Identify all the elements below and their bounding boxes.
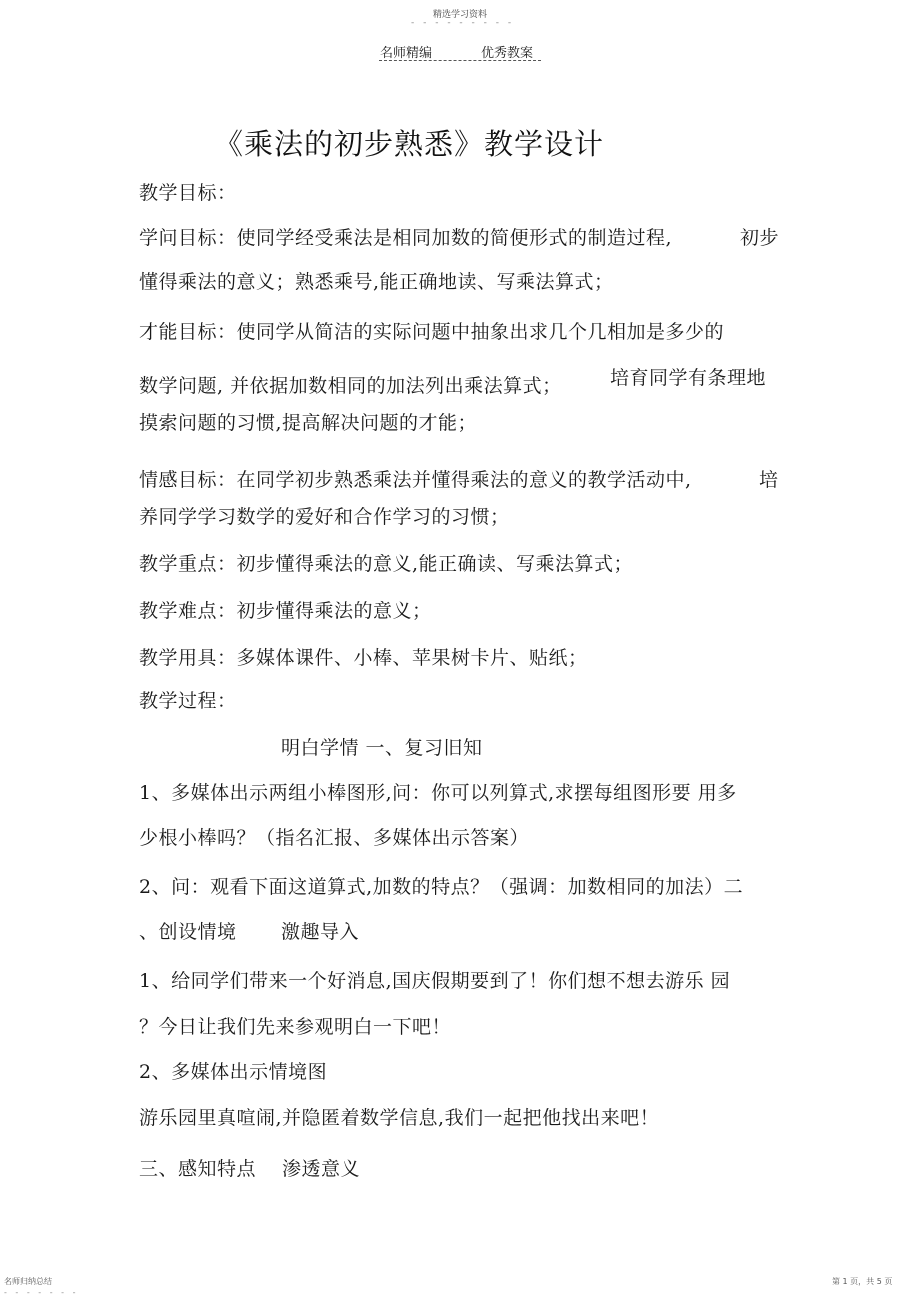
- text-line: ？今日让我们先来参观明白一下吧！: [139, 1016, 452, 1038]
- text-line: 数学问题, 并依据加数相同的加法列出乘法算式；: [139, 375, 562, 397]
- text-line: 才能目标：使同学从简洁的实际问题中抽象出求几个几相加是多少的: [139, 321, 725, 343]
- text-line: 少根小棒吗？（指名汇报、多媒体出示答案）: [139, 827, 530, 849]
- text-line: 教学用具：多媒体课件、小棒、苹果树卡片、贴纸；: [139, 647, 588, 669]
- section-heading: 激趣导入: [281, 921, 360, 943]
- section-heading: 、创设情境: [139, 921, 237, 943]
- text-line: 教学重点：初步懂得乘法的意义,能正确读、写乘法算式；: [139, 553, 634, 575]
- text-line: 养同学学习数学的爱好和合作学习的习惯；: [139, 506, 510, 528]
- page-number: 第 1 页，共 5 页: [832, 1277, 893, 1286]
- text-line: 初步: [740, 227, 780, 249]
- section-heading: 三、感知特点: [139, 1158, 257, 1180]
- header-left-text: 名师精编: [380, 46, 433, 61]
- text-line: 教学难点：初步懂得乘法的意义；: [139, 600, 432, 622]
- text-line: 学问目标：使同学经受乘法是相同加数的简便形式的制造过程,: [139, 227, 673, 249]
- footer-dash-line: - - - - - - -: [4, 1288, 79, 1297]
- section-heading: 渗透意义: [282, 1158, 361, 1180]
- text-line: 教学过程：: [139, 690, 237, 712]
- text-line: 1、多媒体出示两组小棒图形,问：你可以列算式,求摆每组图形要 用多: [139, 782, 737, 804]
- text-line: 摸索问题的习惯,提高解决问题的才能；: [139, 412, 478, 434]
- page-title: 《乘法的初步熟悉》教学设计: [214, 127, 605, 161]
- top-dash-line: - - - - - - - - -: [411, 18, 515, 28]
- header-right-text: 优秀教案: [481, 46, 534, 61]
- section-heading: 明白学情 一、复习旧知: [281, 737, 483, 759]
- text-line: 教学目标：: [139, 182, 237, 204]
- text-line: 游乐园里真喧闹,并隐匿着数学信息,我们一起把他找出来吧！: [139, 1107, 660, 1129]
- text-line: 2、多媒体出示情境图: [139, 1061, 328, 1083]
- footer-left-text: 名师归纳总结: [4, 1277, 52, 1286]
- text-line: 懂得乘法的意义；熟悉乘号,能正确地读、写乘法算式；: [139, 271, 614, 293]
- text-line: 培育同学有条理地: [610, 367, 767, 389]
- top-label: 精选学习资料: [433, 10, 488, 20]
- text-line: 培: [759, 469, 779, 491]
- text-line: 1、给同学们带来一个好消息,国庆假期要到了！你们想不想去游乐 园: [139, 970, 731, 992]
- text-line: 情感目标：在同学初步熟悉乘法并懂得乘法的意义的教学活动中,: [139, 469, 692, 491]
- text-line: 2、问：观看下面这道算式,加数的特点？（强调：加数相同的加法）二: [139, 876, 744, 898]
- header-divider: [379, 60, 541, 61]
